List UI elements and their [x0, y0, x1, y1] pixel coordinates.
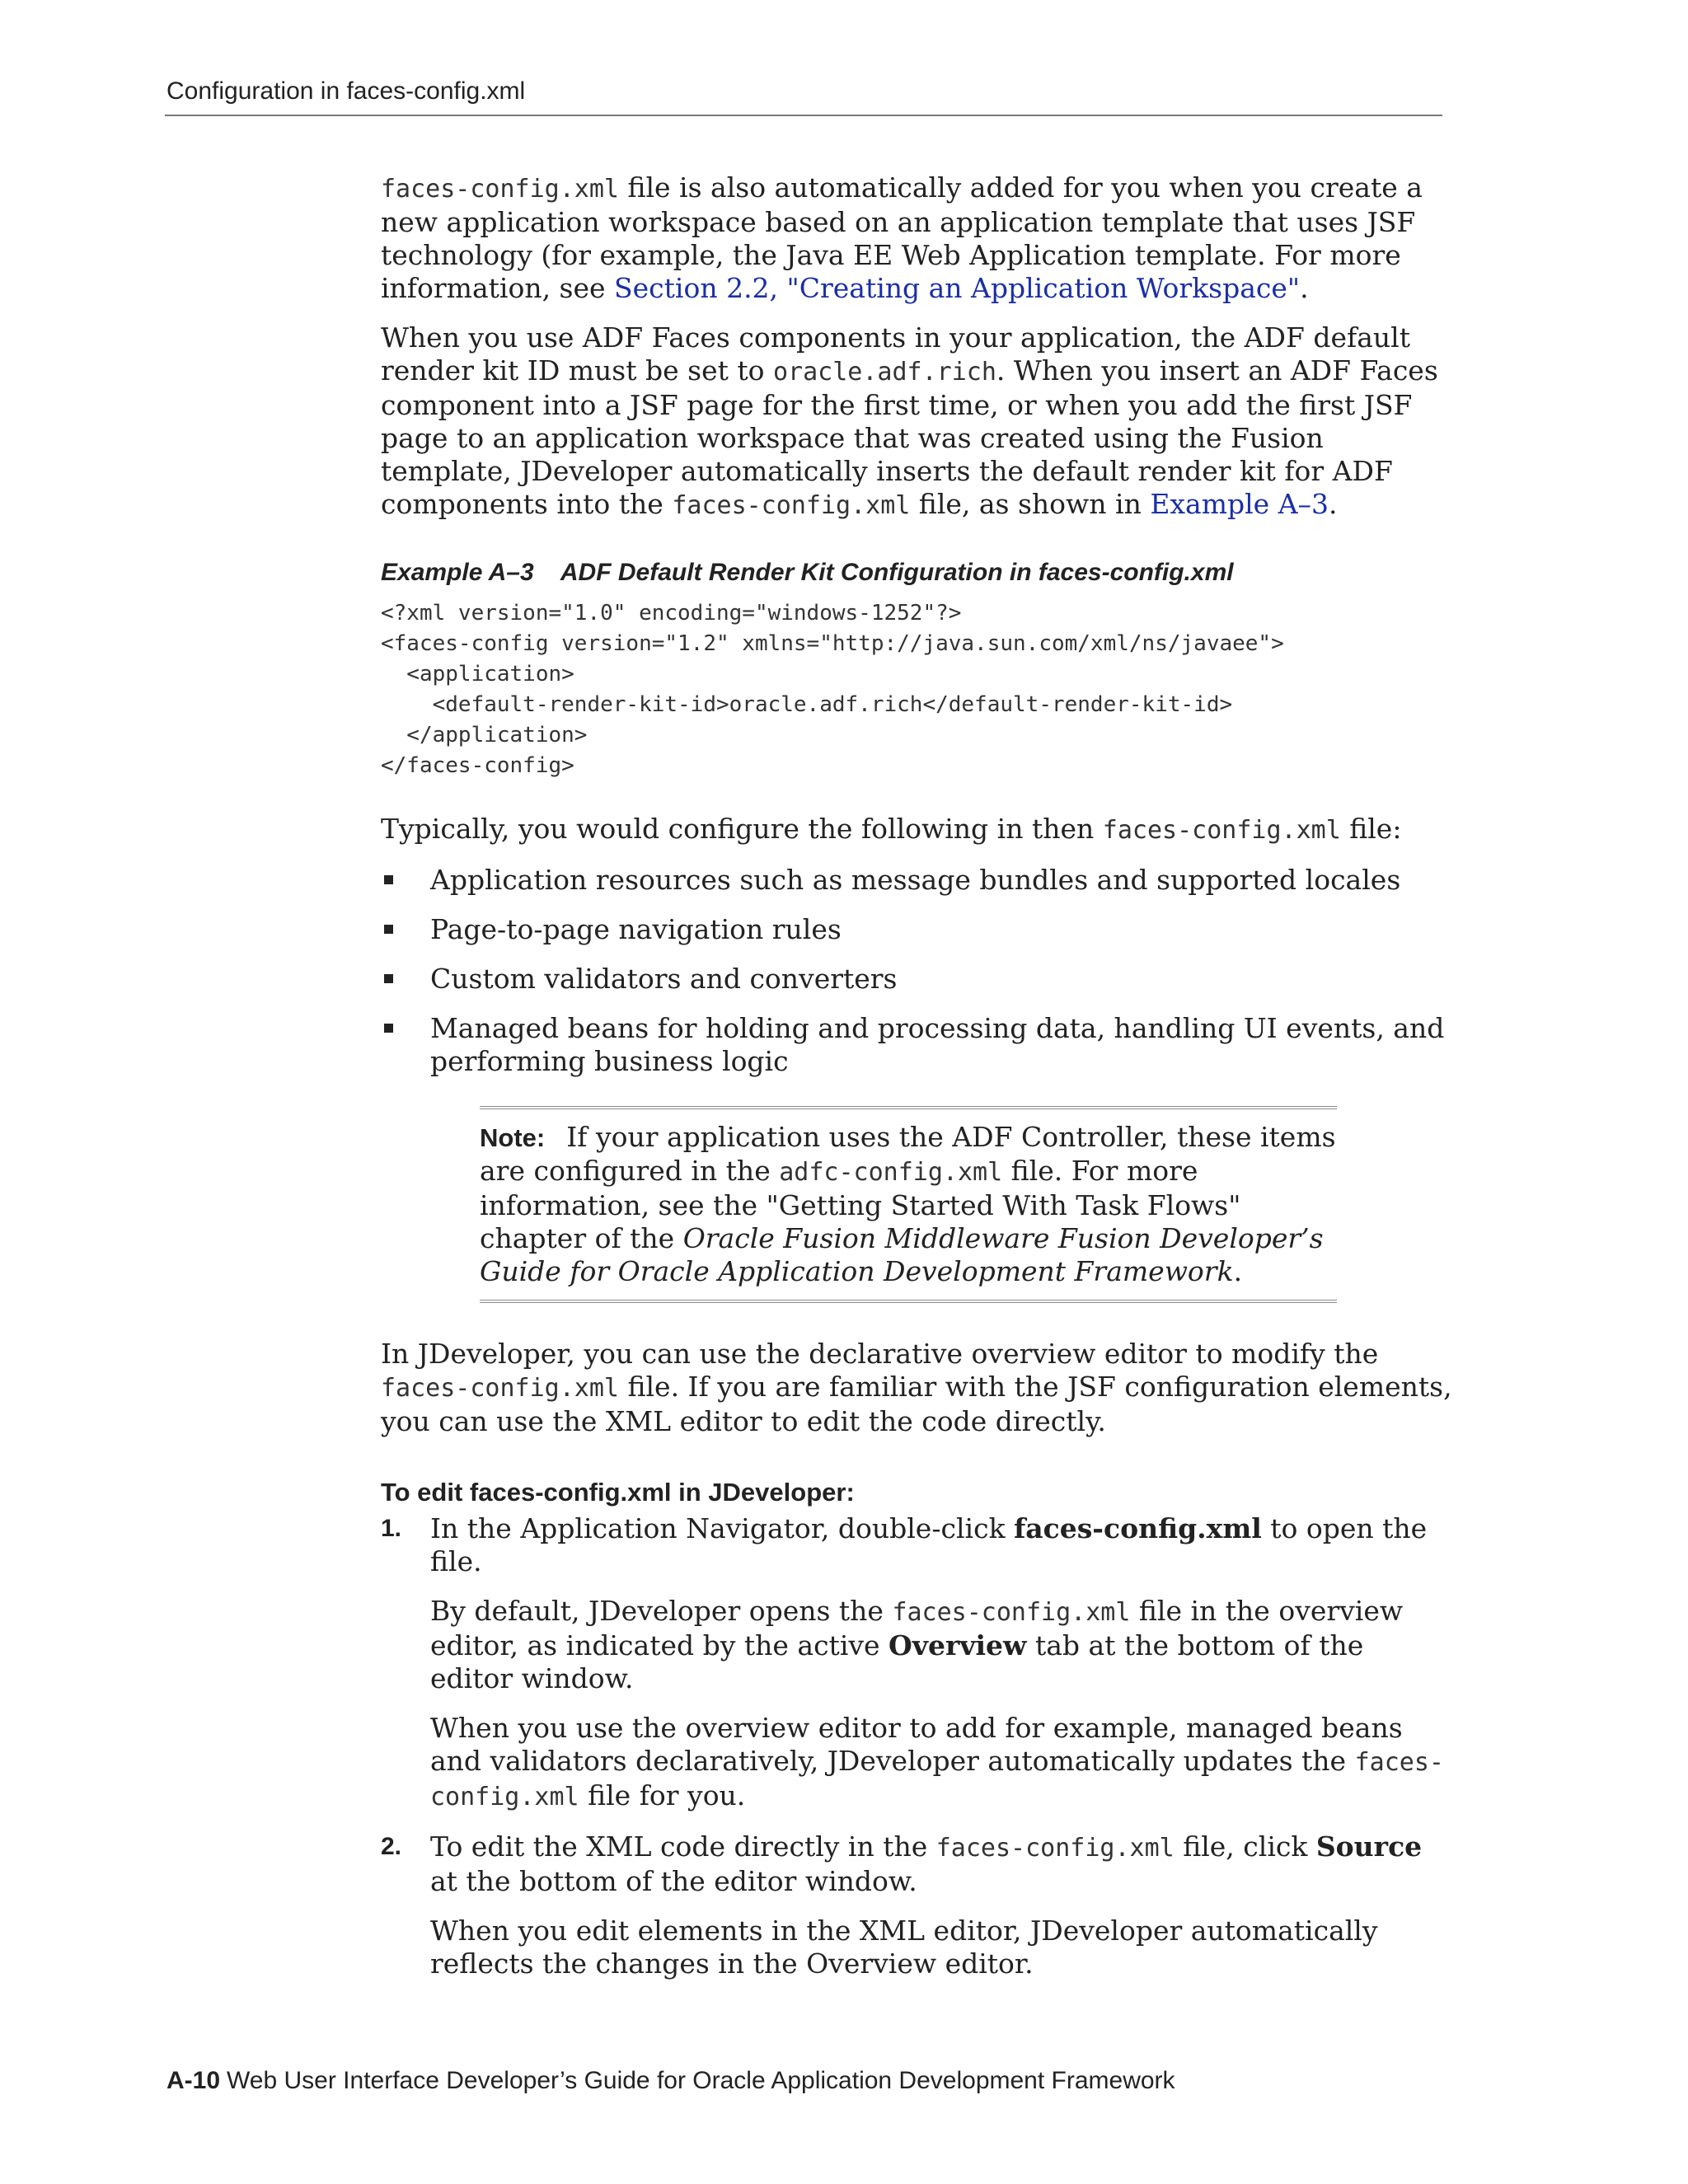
example-caption: Example A–3 ADF Default Render Kit Configuration in faces-config.xml: [381, 559, 1234, 586]
text: file, click: [1174, 1830, 1316, 1863]
text: .: [1329, 488, 1338, 520]
text: When you use the overview editor to add for example, managed beans and validators declaratively, JDeveloper automatically updates the: [430, 1712, 1403, 1777]
inline-code: faces-config.xml: [892, 1598, 1131, 1627]
source-label: Source: [1315, 1830, 1423, 1863]
text: If your application uses the ADF Controller, these items are configured in the: [480, 1121, 1336, 1187]
text: file for you.: [579, 1779, 746, 1811]
list-item-text: Page-to-page navigation rules: [430, 913, 842, 945]
list-item: [381, 864, 1452, 897]
text: to open the file.: [430, 1512, 1428, 1577]
text: In the Application Navigator, double-click: [430, 1512, 1015, 1544]
text: file. For more information, see the "Getting Started With Task Flows" chapter of the: [480, 1155, 1241, 1254]
list-item-text: Managed beans for holding and processing data, handling UI events, and performing business logic: [430, 1012, 1445, 1077]
text: file, as shown in: [910, 488, 1151, 520]
inline-code: faces-config.xml: [1102, 816, 1341, 845]
bullet-icon: [384, 925, 393, 934]
bullet-icon: [384, 1024, 393, 1033]
example-link[interactable]: Example A–3: [1150, 488, 1329, 520]
text: file is also automatically added for you when you create a new application workspace based on an application template that uses JSF technology (for example, the Java EE Web Application template. For more information, see: [381, 171, 1423, 304]
procedure-steps: [381, 1512, 1452, 1980]
step-1: [381, 1512, 1452, 1814]
page-footer: [166, 2067, 1175, 2095]
overview-label: Overview: [889, 1629, 1027, 1661]
text: In JDeveloper, you can use the declarative overview editor to modify the: [381, 1338, 1379, 1370]
text: .: [1233, 1255, 1243, 1287]
list-item-text: Custom validators and converters: [430, 963, 898, 995]
page-body: [381, 171, 1452, 1997]
step-2: [381, 1830, 1452, 1980]
step-text: [430, 1512, 1452, 1578]
intro-paragraph-1: [381, 171, 1452, 305]
note-text: [480, 1121, 1337, 1288]
inline-code: adfc-config.xml: [779, 1158, 1003, 1187]
page-number: A-10: [166, 2067, 221, 2094]
code-example: <?xml version="1.0" encoding="windows-1252"?> <faces-config version="1.2" xmlns="http://java.sun.com/xml/ns/javaee"> <application> <default-render-kit-id>oracle.adf.rich</default-render-kit-id> </application> </faces-config>: [381, 601, 1284, 778]
step-detail: [430, 1595, 1452, 1695]
list-item: [381, 913, 1452, 946]
typically-paragraph: [381, 813, 1452, 847]
text: Typically, you would configure the following in then: [381, 813, 1103, 845]
book-title-footer: Web User Interface Developer’s Guide for Oracle Application Development Framework: [227, 2067, 1175, 2094]
step-number: 1.: [381, 1515, 402, 1542]
text: file:: [1340, 813, 1402, 845]
intro-paragraph-2: [381, 321, 1452, 523]
text: tab at the bottom of the editor window.: [430, 1629, 1364, 1694]
text: By default, JDeveloper opens the: [430, 1595, 893, 1627]
text: When you use ADF Faces components in your application, the ADF default render kit ID must be set to: [381, 321, 1410, 387]
header-rule: [165, 115, 1442, 116]
step-number: 2.: [381, 1833, 402, 1860]
book-title: Oracle Fusion Middleware Fusion Developer’s Guide for Oracle Application Development Framework: [480, 1222, 1324, 1287]
inline-code: faces-config.xml: [430, 1748, 1444, 1811]
text: at the bottom of the editor window.: [430, 1865, 917, 1897]
text: file. If you are familiar with the JSF configuration elements, you can use the XML editor to edit the code directly.: [381, 1371, 1452, 1437]
section-link[interactable]: Section 2.2, "Creating an Application Workspace": [614, 272, 1301, 304]
bullet-icon: [384, 875, 393, 884]
note-label: Note:: [480, 1123, 546, 1152]
step-detail: [430, 1712, 1452, 1814]
inline-code: faces-config.xml: [381, 175, 619, 204]
jdeveloper-paragraph: [381, 1338, 1452, 1438]
running-head: Configuration in faces-config.xml: [166, 77, 526, 105]
text: To edit the XML code directly in the: [430, 1830, 936, 1863]
list-item: [381, 963, 1452, 996]
inline-code: faces-config.xml: [381, 1374, 619, 1403]
configuration-list: [381, 864, 1452, 1078]
note-box: [480, 1106, 1337, 1303]
file-name: faces-config.xml: [1014, 1512, 1262, 1544]
step-text: [430, 1830, 1452, 1898]
text: . When you insert an ADF Faces component into a JSF page for the first time, or when you add the first JSF page to an application workspace that was created using the Fusion template, JDeveloper automatically inserts the default render kit for ADF components into the: [381, 354, 1438, 520]
inline-code: faces-config.xml: [935, 1834, 1175, 1863]
procedure-title: To edit faces-config.xml in JDeveloper:: [381, 1478, 855, 1507]
bullet-icon: [384, 974, 393, 983]
text: .: [1300, 272, 1309, 304]
step-detail: When you edit elements in the XML editor, JDeveloper automatically reflects the changes in the Overview editor.: [430, 1915, 1378, 1980]
list-item: [381, 1012, 1452, 1078]
list-item-text: Application resources such as message bundles and supported locales: [430, 864, 1401, 896]
inline-code: faces-config.xml: [672, 491, 911, 520]
text: file in the overview editor, as indicated by the active: [430, 1595, 1404, 1661]
inline-code: oracle.adf.rich: [772, 358, 996, 387]
